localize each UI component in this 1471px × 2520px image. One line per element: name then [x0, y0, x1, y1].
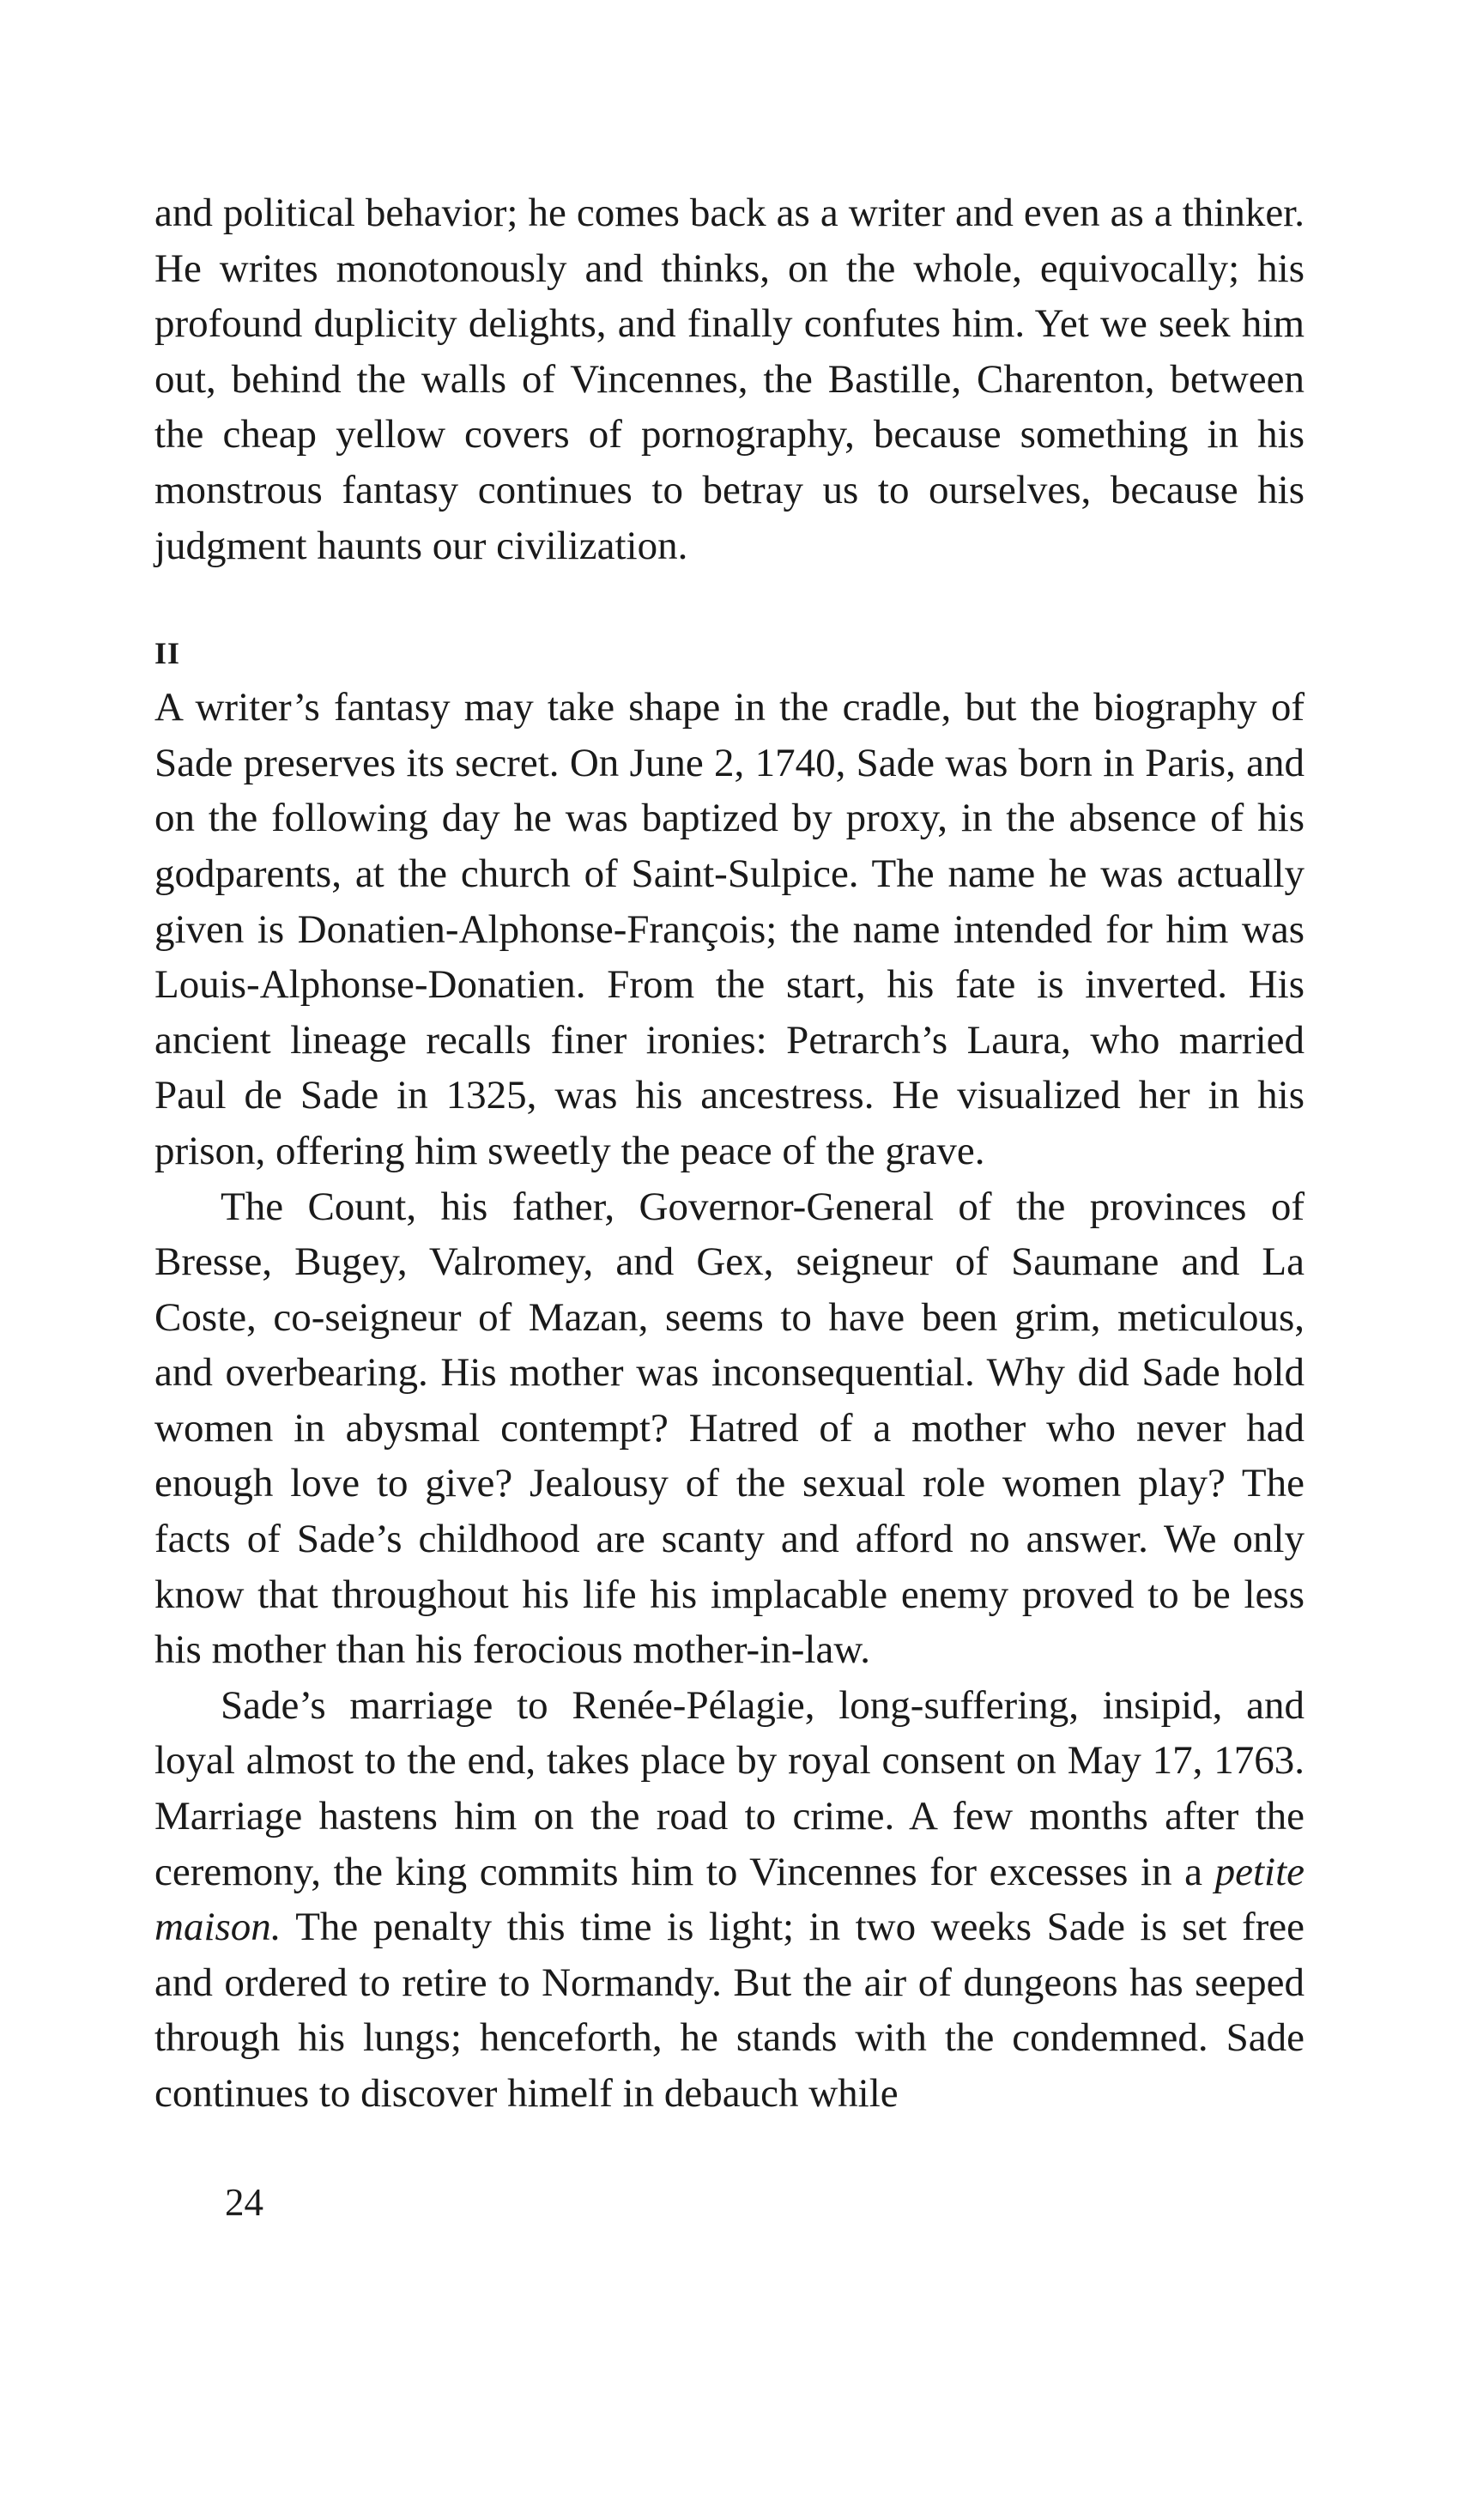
section-heading-numeral: II — [154, 636, 181, 671]
paragraph-continued: and political behavior; he comes back as a writer and even as a thinker. He writes monotonously and thinks, on the whole, equivocally; his profound duplicity delights, and finally confutes him. Yet we seek him out, behind the walls of Vincennes, the Bastille, Charenton, between the cheap yellow covers of pornography, because something in his monstrous fantasy continues to betray us to ourselves, because his judgment haunts our civilization. — [154, 191, 1305, 568]
page-body — [154, 185, 1305, 2122]
paragraph-marriage — [154, 1678, 1305, 2122]
page-number: 24 — [225, 2181, 263, 2224]
paragraph-section-opening: A writer’s fantasy may take shape in the cradle, but the biography of Sade preserves its secret. On June 2, 1740, Sade was born in Paris, and on the following day he was baptized by proxy, in the absence of his godparents, at the church of Saint-Sulpice. The name he was actually given is Donatien-Alphonse-François; the name intended for him was Louis-Alphonse-Donatien. From the start, his fate is inverted. His ancient lineage recalls finer ironies: Petrarch’s Laura, who married Paul de Sade in 1325, was his ancestress. He visualized her in his prison, offering him sweetly the peace of the grave. — [154, 685, 1305, 1173]
marriage-text-start: Sade’s marriage to Renée-Pélagie, long-suffering, insipid, and loyal almost to the end, takes place by royal consent on May 17, 1763. Marriage hastens him on the road to crime. A few months after the ceremony, the king commits him to Vincennes for excesses in a — [154, 1682, 1305, 1894]
marriage-text-end: The penalty this time is light; in two weeks Sade is set free and ordered to retire to Normandy. But the air of dungeons has seeped through his lungs; henceforth, he stands with the condemned. Sade continues to discover himelf in debauch while — [154, 1905, 1305, 2116]
paragraph-father-mother: The Count, his father, Governor-General of the provinces of Bresse, Bugey, Valromey, and Gex, seigneur of Saumane and La Coste, co-seigneur of Mazan, seems to have been grim, meticulous, and overbearing. His mother was inconsequential. Why did Sade hold women in abysmal contempt? Hatred of a mother who never had enough love to give? Jealousy of the sexual role women play? The facts of Sade’s childhood are scanty and afford no answer. We only know that throughout his life his implacable enemy proved to be less his mother than his ferocious mother-in-law. — [154, 1184, 1305, 1673]
italic-phrase: petite maison. — [154, 1849, 1305, 1950]
